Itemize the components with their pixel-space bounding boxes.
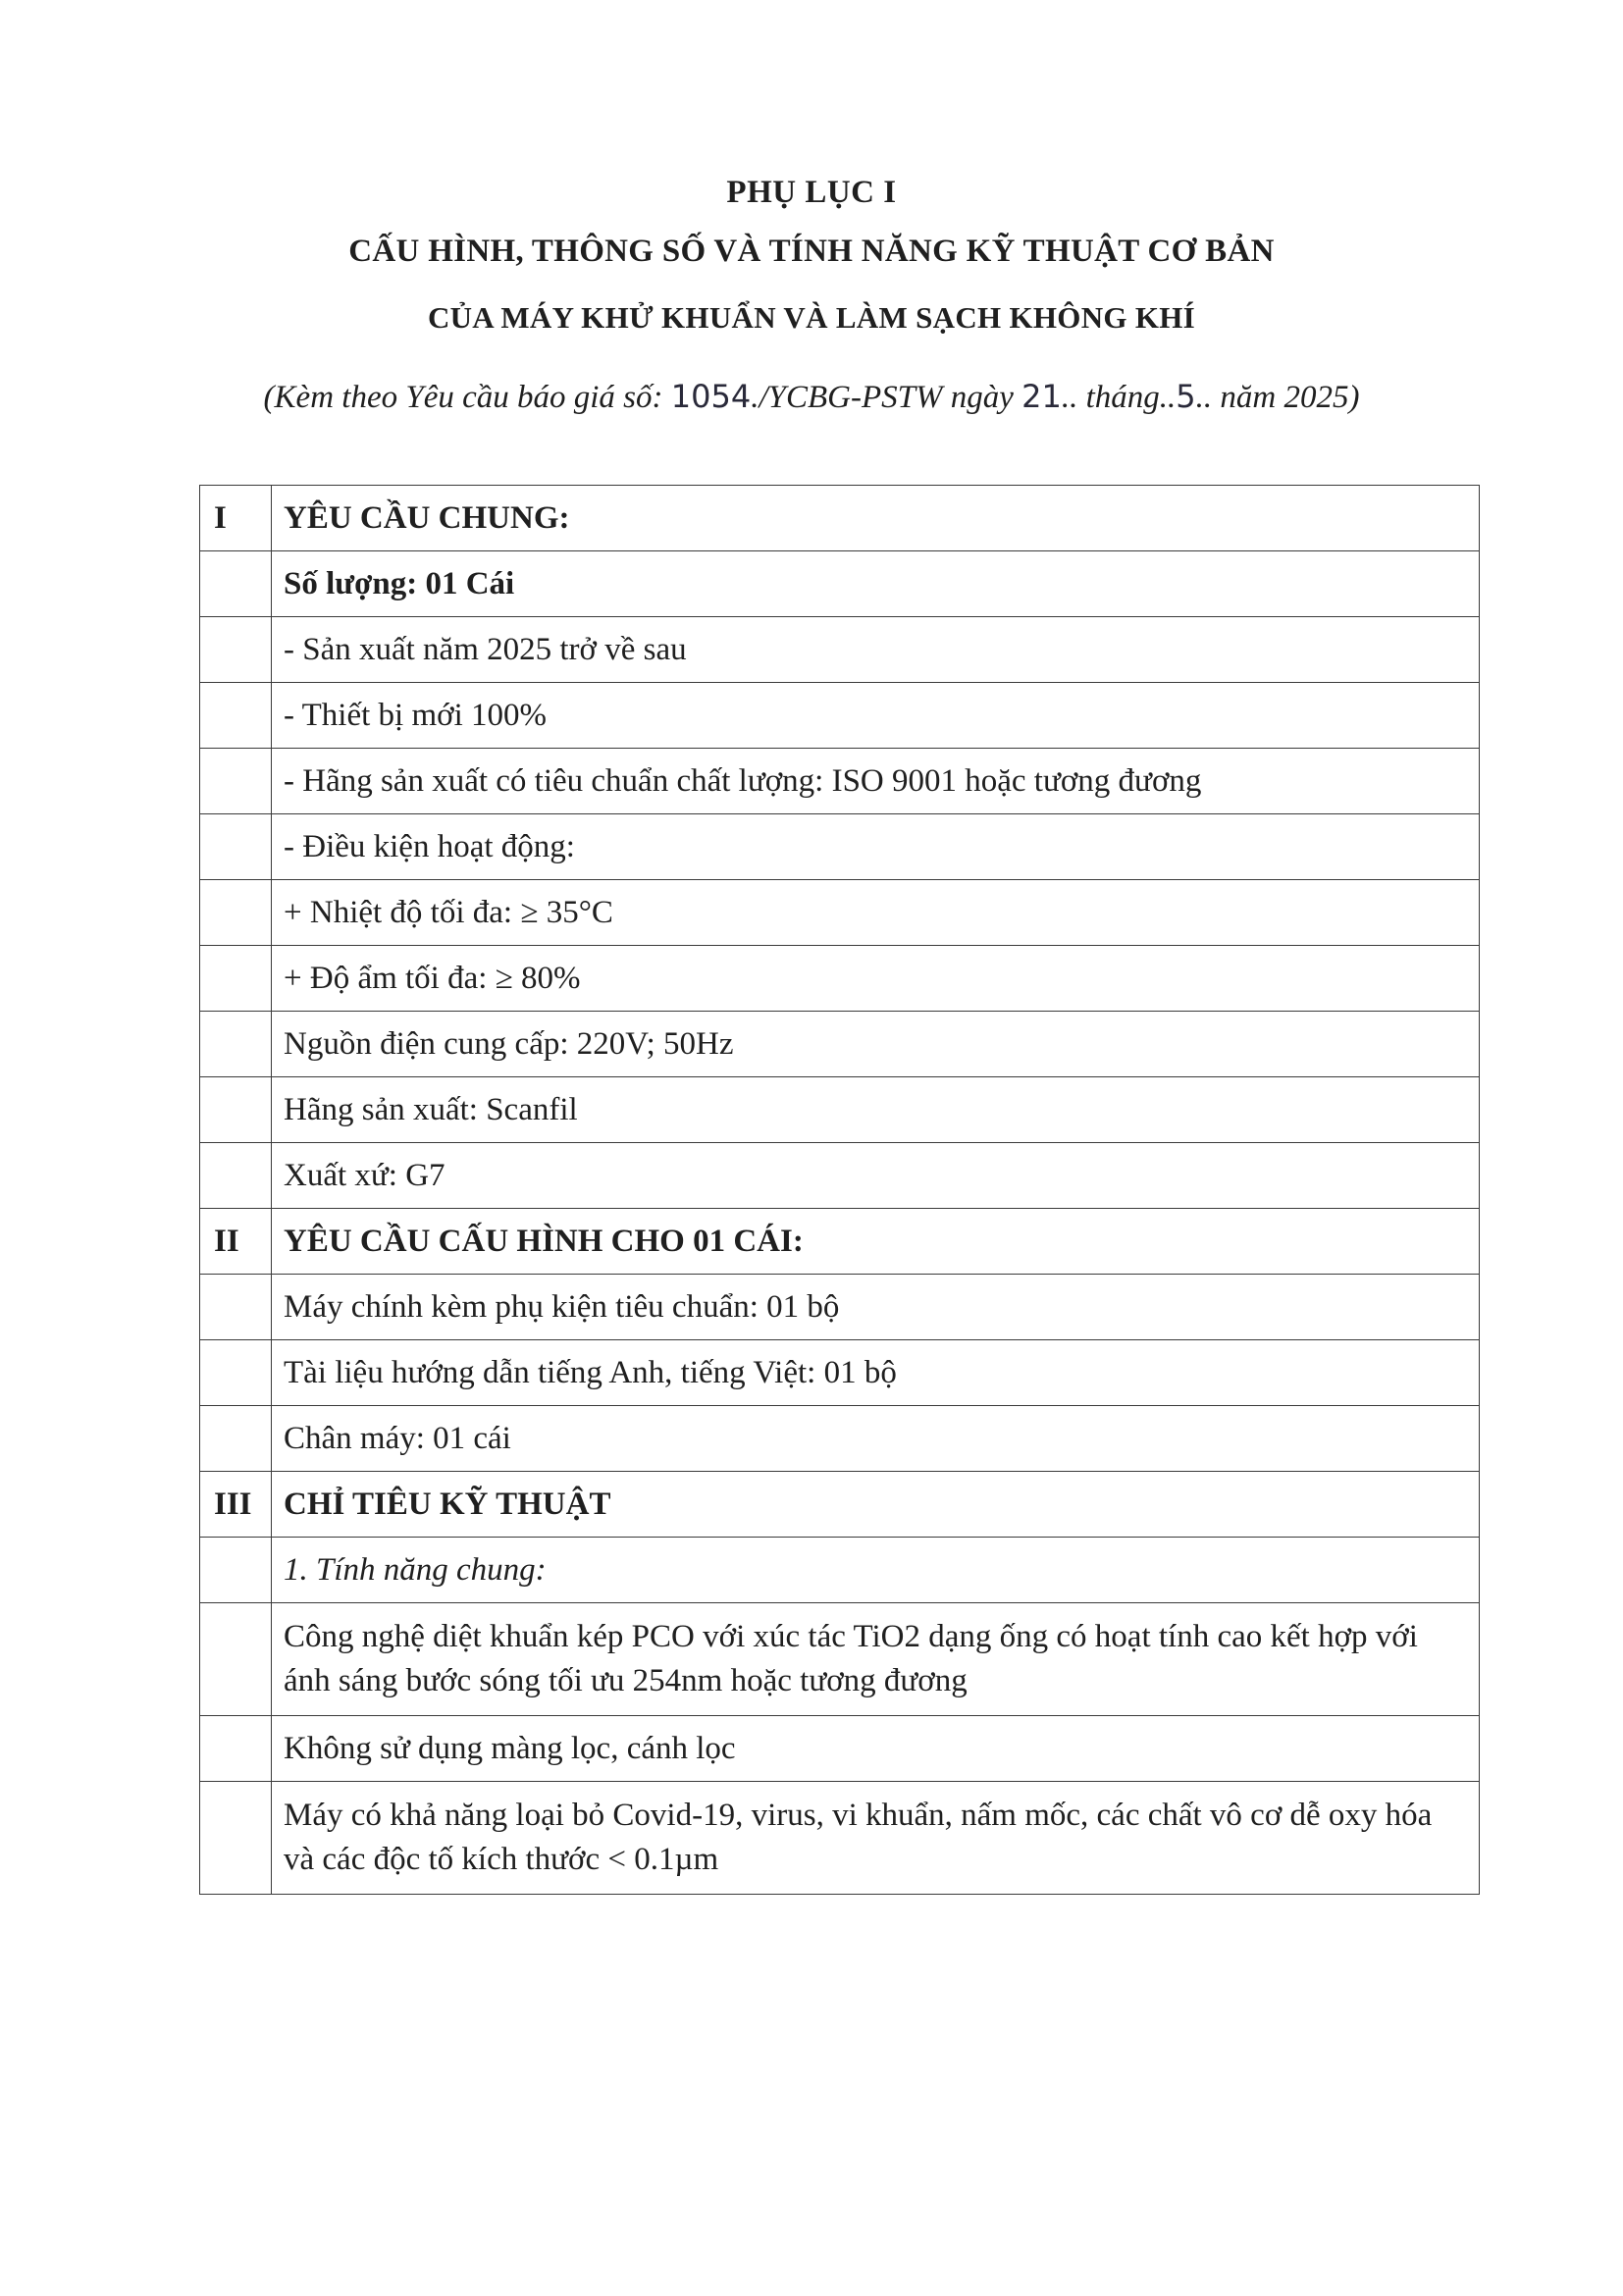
- row-content-cell: Công nghệ diệt khuẩn kép PCO với xúc tác TiO2 dạng ống có hoạt tính cao kết hợp với ánh sáng bước sóng tối ưu 254nm hoặc tương đương: [272, 1603, 1480, 1716]
- row-content-cell: Tài liệu hướng dẫn tiếng Anh, tiếng Việt: 01 bộ: [272, 1340, 1480, 1406]
- row-number-cell: [200, 946, 272, 1012]
- row-content-cell: Xuất xứ: G7: [272, 1143, 1480, 1209]
- section-row: [200, 1209, 1480, 1275]
- table-row: [200, 1143, 1480, 1209]
- row-number-cell: [200, 1077, 272, 1143]
- row-number-cell: [200, 1716, 272, 1782]
- row-content-cell: - Sản xuất năm 2025 trở về sau: [272, 617, 1480, 683]
- section-row: [200, 486, 1480, 551]
- document-title-line2: CỦA MÁY KHỬ KHUẨN VÀ LÀM SẠCH KHÔNG KHÍ: [427, 300, 1196, 335]
- handwritten-month: 5: [1176, 378, 1196, 415]
- row-content-cell: YÊU CẦU CHUNG:: [272, 486, 1480, 551]
- row-number-cell: [200, 1340, 272, 1406]
- row-number-cell: [200, 1012, 272, 1077]
- table-row: [200, 1716, 1480, 1782]
- appendix-title: PHỤ LỤC I: [726, 175, 897, 210]
- table-row: [200, 617, 1480, 683]
- table-row: [200, 749, 1480, 814]
- table-row: [200, 1012, 1480, 1077]
- row-content-cell: - Thiết bị mới 100%: [272, 683, 1480, 749]
- row-number-cell: III: [200, 1472, 272, 1538]
- reference-month-label: .. tháng..: [1061, 380, 1177, 415]
- row-content-cell: YÊU CẦU CẤU HÌNH CHO 01 CÁI:: [272, 1209, 1480, 1275]
- table-row: [200, 1406, 1480, 1472]
- row-number-cell: [200, 617, 272, 683]
- row-content-cell: - Điều kiện hoạt động:: [272, 814, 1480, 880]
- table-row: [200, 1275, 1480, 1340]
- row-number-cell: [200, 1782, 272, 1895]
- row-content-cell: Máy có khả năng loại bỏ Covid-19, virus, vi khuẩn, nấm mốc, các chất vô cơ dễ oxy hóa và các độc tố kích thước < 0.1µm: [272, 1782, 1480, 1895]
- row-content-cell: + Độ ẩm tối đa: ≥ 80%: [272, 946, 1480, 1012]
- table-row: [200, 814, 1480, 880]
- handwritten-day: 21: [1021, 378, 1062, 415]
- row-number-cell: [200, 749, 272, 814]
- document-title-line1: CẤU HÌNH, THÔNG SỐ VÀ TÍNH NĂNG KỸ THUẬT CƠ BẢN: [348, 234, 1275, 269]
- handwritten-request-number: 1054: [670, 378, 752, 415]
- table-row: [200, 1603, 1480, 1716]
- row-content-cell: 1. Tính năng chung:: [272, 1538, 1480, 1603]
- row-number-cell: [200, 880, 272, 946]
- row-number-cell: [200, 1275, 272, 1340]
- row-content-cell: Số lượng: 01 Cái: [272, 551, 1480, 617]
- row-number-cell: [200, 1143, 272, 1209]
- row-number-cell: [200, 1603, 272, 1716]
- specification-table: [199, 485, 1480, 1895]
- table-row: [200, 551, 1480, 617]
- section-row: [200, 1472, 1480, 1538]
- row-content-cell: Không sử dụng màng lọc, cánh lọc: [272, 1716, 1480, 1782]
- table-row: [200, 946, 1480, 1012]
- table-row: [200, 683, 1480, 749]
- row-content-cell: - Hãng sản xuất có tiêu chuẩn chất lượng: ISO 9001 hoặc tương đương: [272, 749, 1480, 814]
- row-number-cell: II: [200, 1209, 272, 1275]
- row-content-cell: Chân máy: 01 cái: [272, 1406, 1480, 1472]
- reference-line: [0, 378, 1623, 416]
- row-number-cell: [200, 814, 272, 880]
- row-number-cell: I: [200, 486, 272, 551]
- row-content-cell: + Nhiệt độ tối đa: ≥ 35°C: [272, 880, 1480, 946]
- row-content-cell: Máy chính kèm phụ kiện tiêu chuẩn: 01 bộ: [272, 1275, 1480, 1340]
- table-row: [200, 1538, 1480, 1603]
- reference-year: .. năm 2025): [1195, 380, 1360, 415]
- row-content-cell: Nguồn điện cung cấp: 220V; 50Hz: [272, 1012, 1480, 1077]
- row-number-cell: [200, 551, 272, 617]
- row-content-cell: CHỈ TIÊU KỸ THUẬT: [272, 1472, 1480, 1538]
- row-number-cell: [200, 1538, 272, 1603]
- reference-code: ./YCBG-PSTW ngày: [751, 380, 1022, 415]
- row-content-cell: Hãng sản xuất: Scanfil: [272, 1077, 1480, 1143]
- row-number-cell: [200, 1406, 272, 1472]
- table-row: [200, 1782, 1480, 1895]
- specification-table-body: [200, 486, 1480, 1895]
- table-row: [200, 1077, 1480, 1143]
- table-row: [200, 1340, 1480, 1406]
- reference-prefix: (Kèm theo Yêu cầu báo giá số:: [263, 380, 671, 415]
- row-number-cell: [200, 683, 272, 749]
- table-row: [200, 880, 1480, 946]
